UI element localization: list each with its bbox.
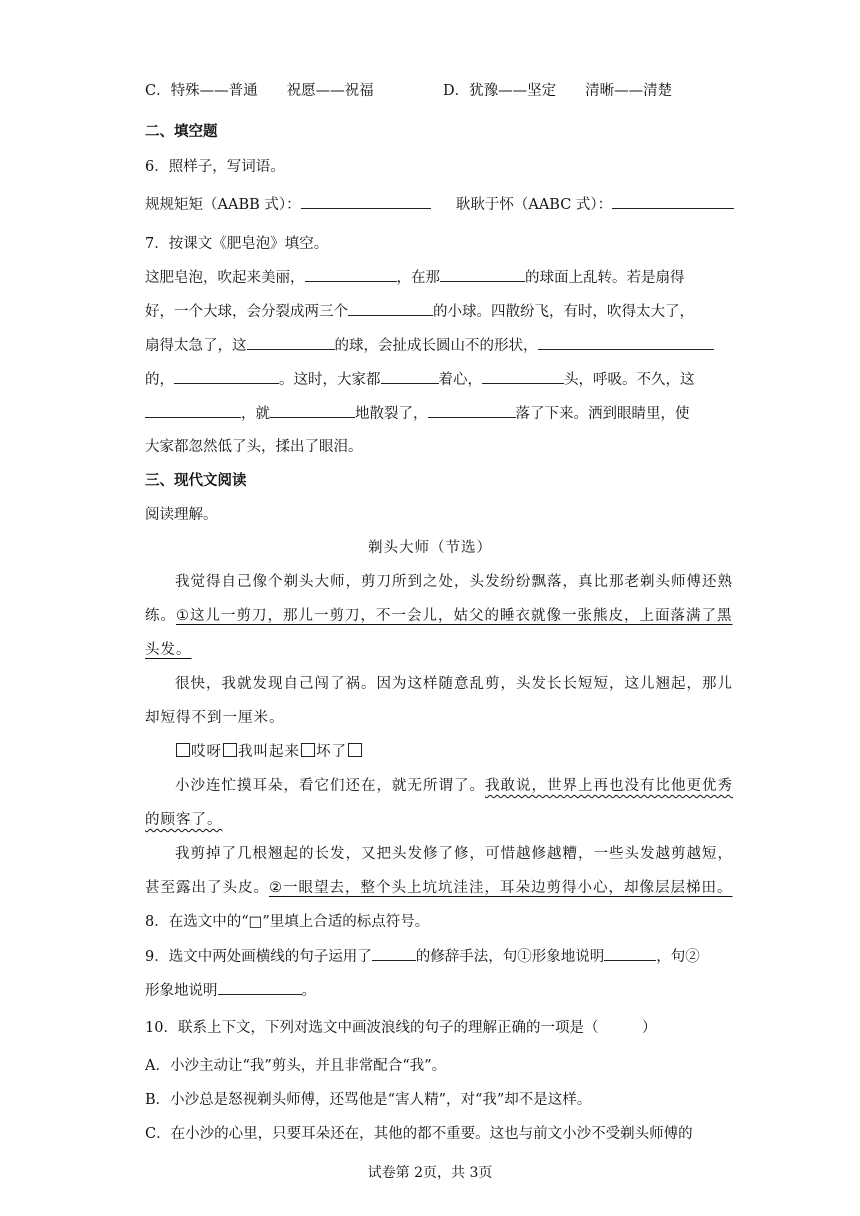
text: 坏了 <box>316 744 347 760</box>
q7-line2 <box>145 299 694 321</box>
answer-blank[interactable] <box>218 978 302 995</box>
q7-line1 <box>145 265 685 287</box>
passage-p4-line1 <box>175 774 733 795</box>
q7-stem: 7．按课文《肥皂泡》填空。 <box>145 236 329 252</box>
text: ，在那 <box>396 270 440 286</box>
text: 9．选文中两处画横线的句子运用了 <box>145 949 372 965</box>
q5-option-d: D．犹豫——坚定 清晰——清楚 <box>443 83 673 99</box>
text: 小沙连忙摸耳朵，看它们还在，就无所谓了。 <box>175 778 485 794</box>
text: 的球面上乱转。若是扇得 <box>525 270 685 286</box>
answer-blank[interactable] <box>348 299 433 316</box>
text: 的小球。四散纷飞，有时，吹得太大了， <box>433 304 694 320</box>
text: ，句② <box>656 949 700 965</box>
section-3-title: 三、现代文阅读 <box>145 472 247 489</box>
text: 这肥皂泡，吹起来美丽， <box>145 270 305 286</box>
text: 形象地说明 <box>145 983 218 999</box>
answer-blank[interactable] <box>174 367 279 384</box>
q9-line1 <box>145 944 700 966</box>
answer-blank[interactable] <box>440 265 525 282</box>
text: 落了下来。洒到眼睛里，使 <box>515 406 690 422</box>
wavy-sentence-end: 的顾客了。 <box>145 812 223 828</box>
text: 的修辞手法，句①形象地说明 <box>415 949 605 965</box>
passage-p1-line2 <box>145 604 733 625</box>
answer-blank[interactable] <box>145 401 241 418</box>
punctuation-box[interactable] <box>348 743 362 757</box>
passage-p1-line1: 我觉得自己像个剃头大师，剪刀所到之处，头发纷纷飘落，真比那老剃头师傅还熟 <box>175 574 733 590</box>
passage-p5-line1: 我剪掉了几根翘起的长发，又把头发修了修，可惜越修越糟，一些头发越剪越短， <box>175 846 733 862</box>
text: 练。 <box>145 608 176 624</box>
passage-title: 剃头大师（节选） <box>368 540 492 556</box>
q8: 8．在选文中的“□”里填上合适的标点符号。 <box>145 914 430 930</box>
text: 好，一个大球，会分裂成两三个 <box>145 304 348 320</box>
passage-p5-line2 <box>145 876 733 897</box>
q7-line6: 大家都忽然低了头，揉出了眼泪。 <box>145 439 363 455</box>
q7-line4 <box>145 367 695 389</box>
text: 的， <box>145 372 174 388</box>
section-2-title: 二、填空题 <box>145 123 218 140</box>
text: 我叫起来 <box>238 744 300 760</box>
text: 的球，会扯成长圆山不的形状， <box>334 338 538 354</box>
q10-option-a[interactable]: A．小沙主动让“我”剪头，并且非常配合“我”。 <box>145 1058 447 1074</box>
text: 着心， <box>438 372 482 388</box>
answer-blank[interactable] <box>538 333 714 350</box>
q7-line3 <box>145 333 714 355</box>
text: 扇得太急了，这 <box>145 338 247 354</box>
text: 哎呀 <box>191 744 222 760</box>
q6-part1: 规规矩矩（AABB 式）： <box>145 197 301 213</box>
q5-option-c: C．特殊——普通 祝愿——祝福 <box>145 83 374 99</box>
answer-blank[interactable] <box>482 367 564 384</box>
answer-blank[interactable] <box>604 944 656 961</box>
text: 甚至露出了头皮。 <box>145 880 269 896</box>
q6-stem: 6．照样子，写词语。 <box>145 159 285 175</box>
q10-option-b[interactable]: B．小沙总是怒视剃头师傅，还骂他是“害人精”，对“我”却不是这样。 <box>145 1092 592 1108</box>
q6-part2: 耿耿于怀（AABC 式）： <box>455 197 613 213</box>
passage-p2-line1: 很快，我就发现自己闯了祸。因为这样随意乱剪，头发长长短短，这儿翘起，那儿 <box>175 676 733 692</box>
text: 。 <box>301 983 316 999</box>
text: ，就 <box>241 406 270 422</box>
passage-p2-line2: 却短得不到一厘米。 <box>145 710 285 726</box>
underlined-sentence-1: ①这儿一剪刀，那儿一剪刀，不一会儿，姑父的睡衣就像一张熊皮，上面落满了黑 <box>176 608 733 624</box>
answer-blank[interactable] <box>612 192 734 209</box>
answer-blank[interactable] <box>247 333 335 350</box>
q10-stem: 10．联系上下文，下列对选文中画波浪线的句子的理解正确的一项是（ ） <box>145 1020 657 1036</box>
q10-option-c[interactable]: C．在小沙的心里，只要耳朵还在，其他的都不重要。这也与前文小沙不受剃头师傅的 <box>145 1126 693 1142</box>
underlined-sentence-2: ②一眼望去，整个头上坑坑洼洼，耳朵边剪得小心，却像层层梯田。 <box>269 880 733 896</box>
answer-blank[interactable] <box>305 265 397 282</box>
answer-blank[interactable] <box>428 401 516 418</box>
reading-intro: 阅读理解。 <box>145 507 218 523</box>
answer-blank[interactable] <box>372 944 416 961</box>
answer-blank[interactable] <box>381 367 439 384</box>
q6-line <box>145 192 734 214</box>
text: 头，呼吸。不久，这 <box>564 372 695 388</box>
answer-blank[interactable] <box>301 192 431 209</box>
text: 地散裂了， <box>355 406 428 422</box>
punctuation-box[interactable] <box>176 743 190 757</box>
q9-line2 <box>145 978 316 1000</box>
passage-p3 <box>175 740 363 761</box>
text: 。这时，大家都 <box>279 372 381 388</box>
punctuation-box[interactable] <box>301 743 315 757</box>
underlined-sentence-1-end: 头发。 <box>145 642 192 658</box>
q7-line5 <box>145 401 690 423</box>
page-footer: 试卷第 2页，共 3页 <box>367 1165 493 1181</box>
wavy-sentence: 我敢说，世界上再也没有比他更优秀 <box>485 778 733 794</box>
answer-blank[interactable] <box>270 401 355 418</box>
punctuation-box[interactable] <box>223 743 237 757</box>
